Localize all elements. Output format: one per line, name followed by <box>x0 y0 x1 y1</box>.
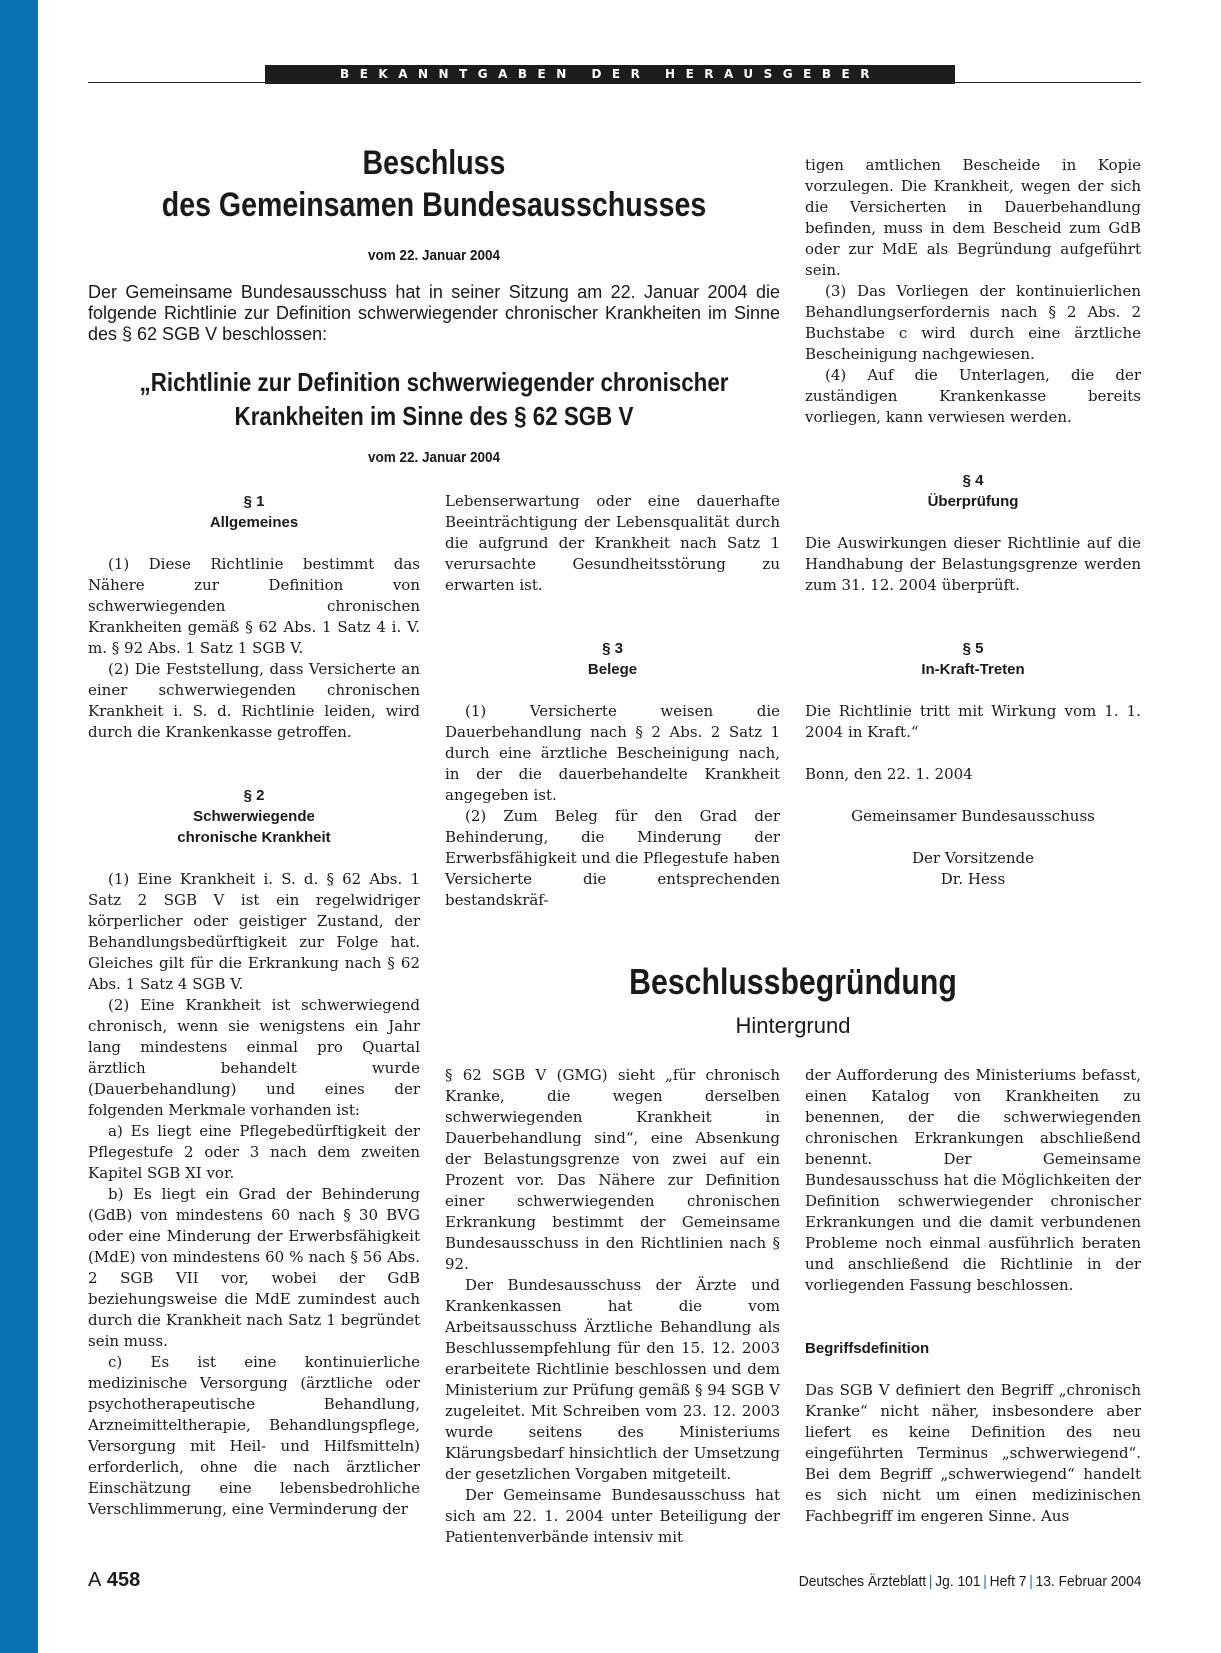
guideline-title-line-1: „Richtlinie zur Definition schwerwiegender chronischer <box>139 367 729 397</box>
section-2-para-1: (1) Eine Krankheit i. S. d. § 62 Abs. 1 Satz 2 SGB V ist ein regelwidriger körperlicher oder geistiger Zustand, der Behandlungsbedürftigkeit zur Folge hat. Gleiches gilt für die Erkrankung nach § 62 Abs. 1 Satz 4 SGB V. <box>88 870 420 993</box>
rationale-para-1: § 62 SGB V (GMG) sieht „für chronisch Kranke, die wegen derselben schwerwiegenden Krankheit in Dauerbehandlung sind“, eine Absenkung der Belastungsgrenze von zwei auf ein Prozent vor. Das Nähere zur Definition einer schwerwiegenden chronischen Erkrankung bestimmt der Gemeinsame Bundesausschuss in den Richtlinien nach § 92. <box>445 1066 780 1273</box>
page-prefix: A <box>88 1569 102 1591</box>
section-1-para-2: (2) Die Feststellung, dass Versicherte an einer schwerwiegenden chronischen Krankheit i. S. d. Richtlinie leiden, wird durch die Krankenkasse getroffen. <box>88 660 420 741</box>
rationale-title: Beschlussbegründung <box>629 961 957 1002</box>
column-2 <box>445 491 780 911</box>
journal-citation: Deutsches Ärzteblatt | Jg. 101 | Heft 7 | 13. Februar 2004 <box>798 1573 1141 1590</box>
signature-place-date: Bonn, den 22. 1. 2004 <box>805 765 973 783</box>
page-number <box>88 1568 140 1592</box>
side-color-bar <box>0 0 38 1653</box>
intro-text: Der Gemeinsame Bundesausschuss hat in seiner Sitzung am 22. Januar 2004 die folgende Richtlinie zur Definition schwerwiegender chronischer Krankheiten im Sinne des § 62 SGB V beschlossen: <box>88 282 780 344</box>
section-3-para-2-continued: tigen amtlichen Bescheide in Kopie vorzulegen. Die Krankheit, wegen der sich die Versicherten in Dauerbehandlung befinden, muss in dem Bescheid zum GdB oder zur MdE als Begründung aufgeführt sein. <box>805 156 1141 279</box>
journal-name: Deutsches Ärzteblatt <box>798 1573 926 1590</box>
section-5-para-1: Die Richtlinie tritt mit Wirkung vom 1. 1. 2004 in Kraft.“ <box>805 702 1141 741</box>
title-line-2: des Gemeinsamen Bundesausschusses <box>161 186 707 224</box>
section-3-para-1: (1) Versicherte weisen die Dauerbehandlung nach § 2 Abs. 2 Satz 1 durch eine ärztliche Bescheinigung nach, in der die dauerbehandelte Krankheit angegeben ist. <box>445 702 780 804</box>
section-3-number: § 3 <box>602 640 623 657</box>
guideline-title-line-2: Krankheiten im Sinne des § 62 SGB V <box>234 401 634 431</box>
journal-date: 13. Februar 2004 <box>1035 1573 1141 1590</box>
section-3-para-3: (3) Das Vorliegen der kontinuierlichen Behandlungserfordernis nach § 2 Abs. 2 Buchstabe c wird durch eine ärztliche Bescheinigung nachgewiesen. <box>805 282 1141 363</box>
journal-volume: Jg. 101 <box>934 1573 981 1590</box>
section-1-number: § 1 <box>243 493 265 510</box>
section-2-item-c-continued: Lebenserwartung oder eine dauerhafte Beeinträchtigung der Lebensqualität durch die aufgrund der Krankheit nach Satz 1 verursachte Gesundheitsstörung zu erwarten ist. <box>445 492 780 594</box>
rationale-para-3-continued: der Aufforderung des Ministeriums befasst, einen Katalog von Krankheiten zu benennen, der die schwerwiegenden chronischen Erkrankungen abschließend benennt. Der Gemeinsame Bundesausschuss hat die Möglichkeiten der Definition schwerwiegender chronischer Erkrankungen und die damit verbundenen Probleme noch einmal ausführlich beraten und anschließend die Richtlinie in der vorliegenden Fassung beschlossen. <box>805 1066 1141 1294</box>
section-2-item-b: b) Es liegt ein Grad der Behinderung (GdB) von mindestens 60 nach § 30 BVG oder eine Minderung der Erwerbsfähigkeit (MdE) von mindestens 60 % nach § 56 Abs. 2 SGB VII vor, wobei der GdB beziehungsweise die MdE zumindest auch durch die Krankheit nach Satz 1 begründet sein muss. <box>88 1185 420 1350</box>
column-3-sections <box>805 470 1141 890</box>
section-3-para-4: (4) Auf die Unterlagen, die der zuständigen Krankenkasse bereits vorliegen, kann verwiesen werden. <box>805 366 1141 426</box>
column-3 <box>805 155 1141 428</box>
section-2-item-c: c) Es ist eine kontinuierliche medizinische Versorgung (ärztliche oder psychotherapeutische Behandlung, Arzneimitteltherapie, Behandlungspflege, Versorgung mit Heil- und Hilfsmitteln) erforderlich, ohne die nach ärztlicher Einschätzung eine lebensbedrohliche Verschlimmerung, eine Verminderung der <box>88 1353 420 1518</box>
section-header: BEKANNTGABEN DER HERAUSGEBER <box>265 65 955 84</box>
section-2-item-a: a) Es liegt eine Pflegebedürftigkeit der Pflegestufe 2 oder 3 nach dem zweiten Kapitel SGB XI vor. <box>88 1122 420 1182</box>
section-4-title: Überprüfung <box>927 493 1019 510</box>
rationale-para-3: Der Gemeinsame Bundesausschuss hat sich am 22. 1. 2004 unter Beteiligung der Patientenverbände intensiv mit <box>445 1486 780 1546</box>
signature-role: Der Vorsitzende <box>912 849 1034 867</box>
column-1 <box>88 491 420 1520</box>
rationale-subtitle: Hintergrund <box>735 1013 851 1038</box>
section-2-title-line-2: chronische Krankheit <box>177 829 331 846</box>
title-date: vom 22. Januar 2004 <box>367 247 501 264</box>
rationale-column-2 <box>805 1065 1141 1527</box>
page-number-value: 458 <box>106 1569 141 1591</box>
rationale-subhead: Begriffsdefinition <box>805 1340 930 1357</box>
section-2-number: § 2 <box>243 787 265 804</box>
guideline-date: vom 22. Januar 2004 <box>367 449 501 466</box>
rationale-para-2: Der Bundesausschuss der Ärzte und Krankenkassen hat die vom Arbeitsausschuss Ärztliche Behandlung als Beschlussempfehlung für den 15. 12. 2003 erarbeitete Richtlinie beschlossen und dem Ministerium zur Prüfung gemäß § 94 SGB V zugeleitet. Mit Schreiben vom 23. 12. 2003 wurde seitens des Ministeriums Klärungsbedarf hinsichtlich der Umsetzung der gesetzlichen Vorgaben mitgeteilt. <box>445 1276 780 1483</box>
section-5-title: In-Kraft-Treten <box>921 661 1025 678</box>
rationale-column-1 <box>445 1065 780 1548</box>
rationale-para-4: Das SGB V definiert den Begriff „chronisch Kranke“ nicht näher, insbesondere aber liefert es keine Definition des neu eingeführten Terminus „schwerwiegend“. Bei dem Begriff „schwerwiegend“ handelt es sich nicht um einen medizinischen Fachbegriff im engeren Sinne. Aus <box>805 1381 1141 1525</box>
section-2-title-line-1: Schwerwiegende <box>193 808 315 825</box>
title-line-1: Beschluss <box>362 144 506 182</box>
section-5-number: § 5 <box>962 640 984 657</box>
section-4-para-1: Die Auswirkungen dieser Richtlinie auf die Handhabung der Belastungsgrenze werden zum 31. 12. 2004 überprüft. <box>805 534 1141 594</box>
section-3-para-2: (2) Zum Beleg für den Grad der Behinderung, die Minderung der Erwerbsfähigkeit und die Pflegestufe haben Versicherte die entsprechenden bestandskräf- <box>445 807 780 909</box>
section-4-number: § 4 <box>962 472 984 489</box>
section-2-para-2: (2) Eine Krankheit ist schwerwiegend chronisch, wenn sie wenigstens ein Jahr lang mindestens einmal pro Quartal ärztlich behandelt wurde (Dauerbehandlung) und eines der folgenden Merkmale vorhanden ist: <box>88 996 420 1119</box>
section-1-title: Allgemeines <box>209 514 299 531</box>
signature-name: Dr. Hess <box>940 870 1006 888</box>
section-1-para-1: (1) Diese Richtlinie bestimmt das Nähere zur Definition von schwerwiegenden chronischen Krankheiten gemäß § 62 Abs. 1 Satz 4 i. V. m. § 92 Abs. 1 Satz 1 SGB V. <box>88 555 420 657</box>
section-3-title: Belege <box>587 661 638 678</box>
journal-issue: Heft 7 <box>989 1573 1027 1590</box>
signature-organisation: Gemeinsamer Bundesausschuss <box>851 807 1095 825</box>
